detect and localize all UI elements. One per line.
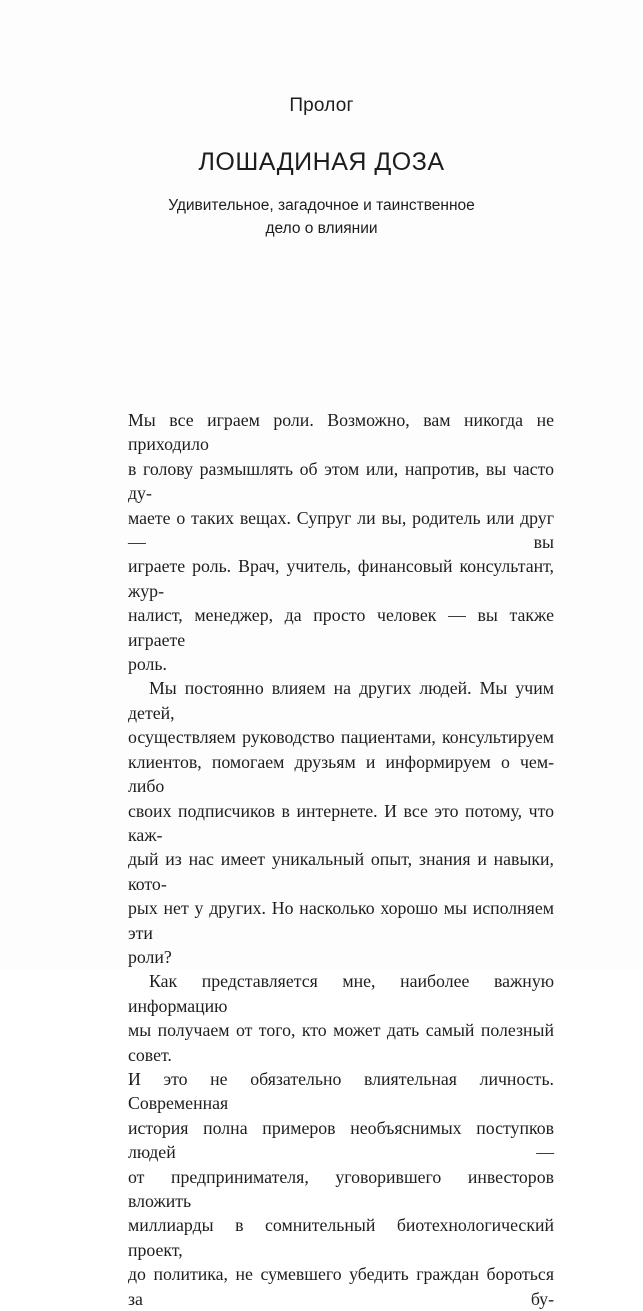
body-text [128,408,554,1311]
text-line: роль. [128,654,167,675]
text-line: своих подписчиков в интернете. И все это потому, что каж- [128,800,554,845]
chapter-subtitle [0,194,643,240]
text-line: миллиарды в сомнительный биотехнологический проект, [128,1215,554,1260]
text-line: дый из нас имеет уникальный опыт, знания и навыки, кото- [128,849,554,894]
text-line: мы получаем от того, кто может дать самый полезный совет. [128,1020,554,1065]
text-line: осуществляем руководство пациентами, консультируем [128,727,554,748]
subtitle-line: Удивительное, загадочное и таинственное [168,197,475,214]
text-line: до политика, не сумевшего убедить граждан бороться за бу- [128,1264,554,1309]
text-line: налист, менеджер, да просто человек — вы также играете [128,605,554,650]
text-line: в голову размышлять об этом или, напротив, вы часто ду- [128,458,554,504]
text-line: от предпринимателя, уговорившего инвесторов вложить [128,1166,554,1211]
text-line: Мы постоянно влияем на других людей. Мы учим детей, [128,678,554,723]
text-line: рых нет у других. Но насколько хорошо мы исполняем эти [128,898,554,943]
chapter-title: ЛОШАДИНАЯ ДОЗА [198,148,445,176]
chapter-label: Пролог [289,95,354,116]
text-line: маете о таких вещах. Супруг ли вы, родитель или друг — вы [128,507,554,553]
text-line: роли? [128,946,172,967]
text-line: клиентов, помогаем друзьям и информируем о чем-либо [128,751,554,797]
text-line: история полна примеров необъяснимых поступков людей — [128,1117,554,1163]
subtitle-line: дело о влиянии [265,220,378,237]
text-line: играете роль. Врач, учитель, финансовый консультант, жур- [128,556,554,601]
text-line: И это не обязательно влиятельная личность. Современная [128,1068,554,1114]
text-line: Мы все играем роли. Возможно, вам никогда не приходило [128,410,554,455]
text-line: Как представляется мне, наиболее важную информацию [128,971,554,1016]
